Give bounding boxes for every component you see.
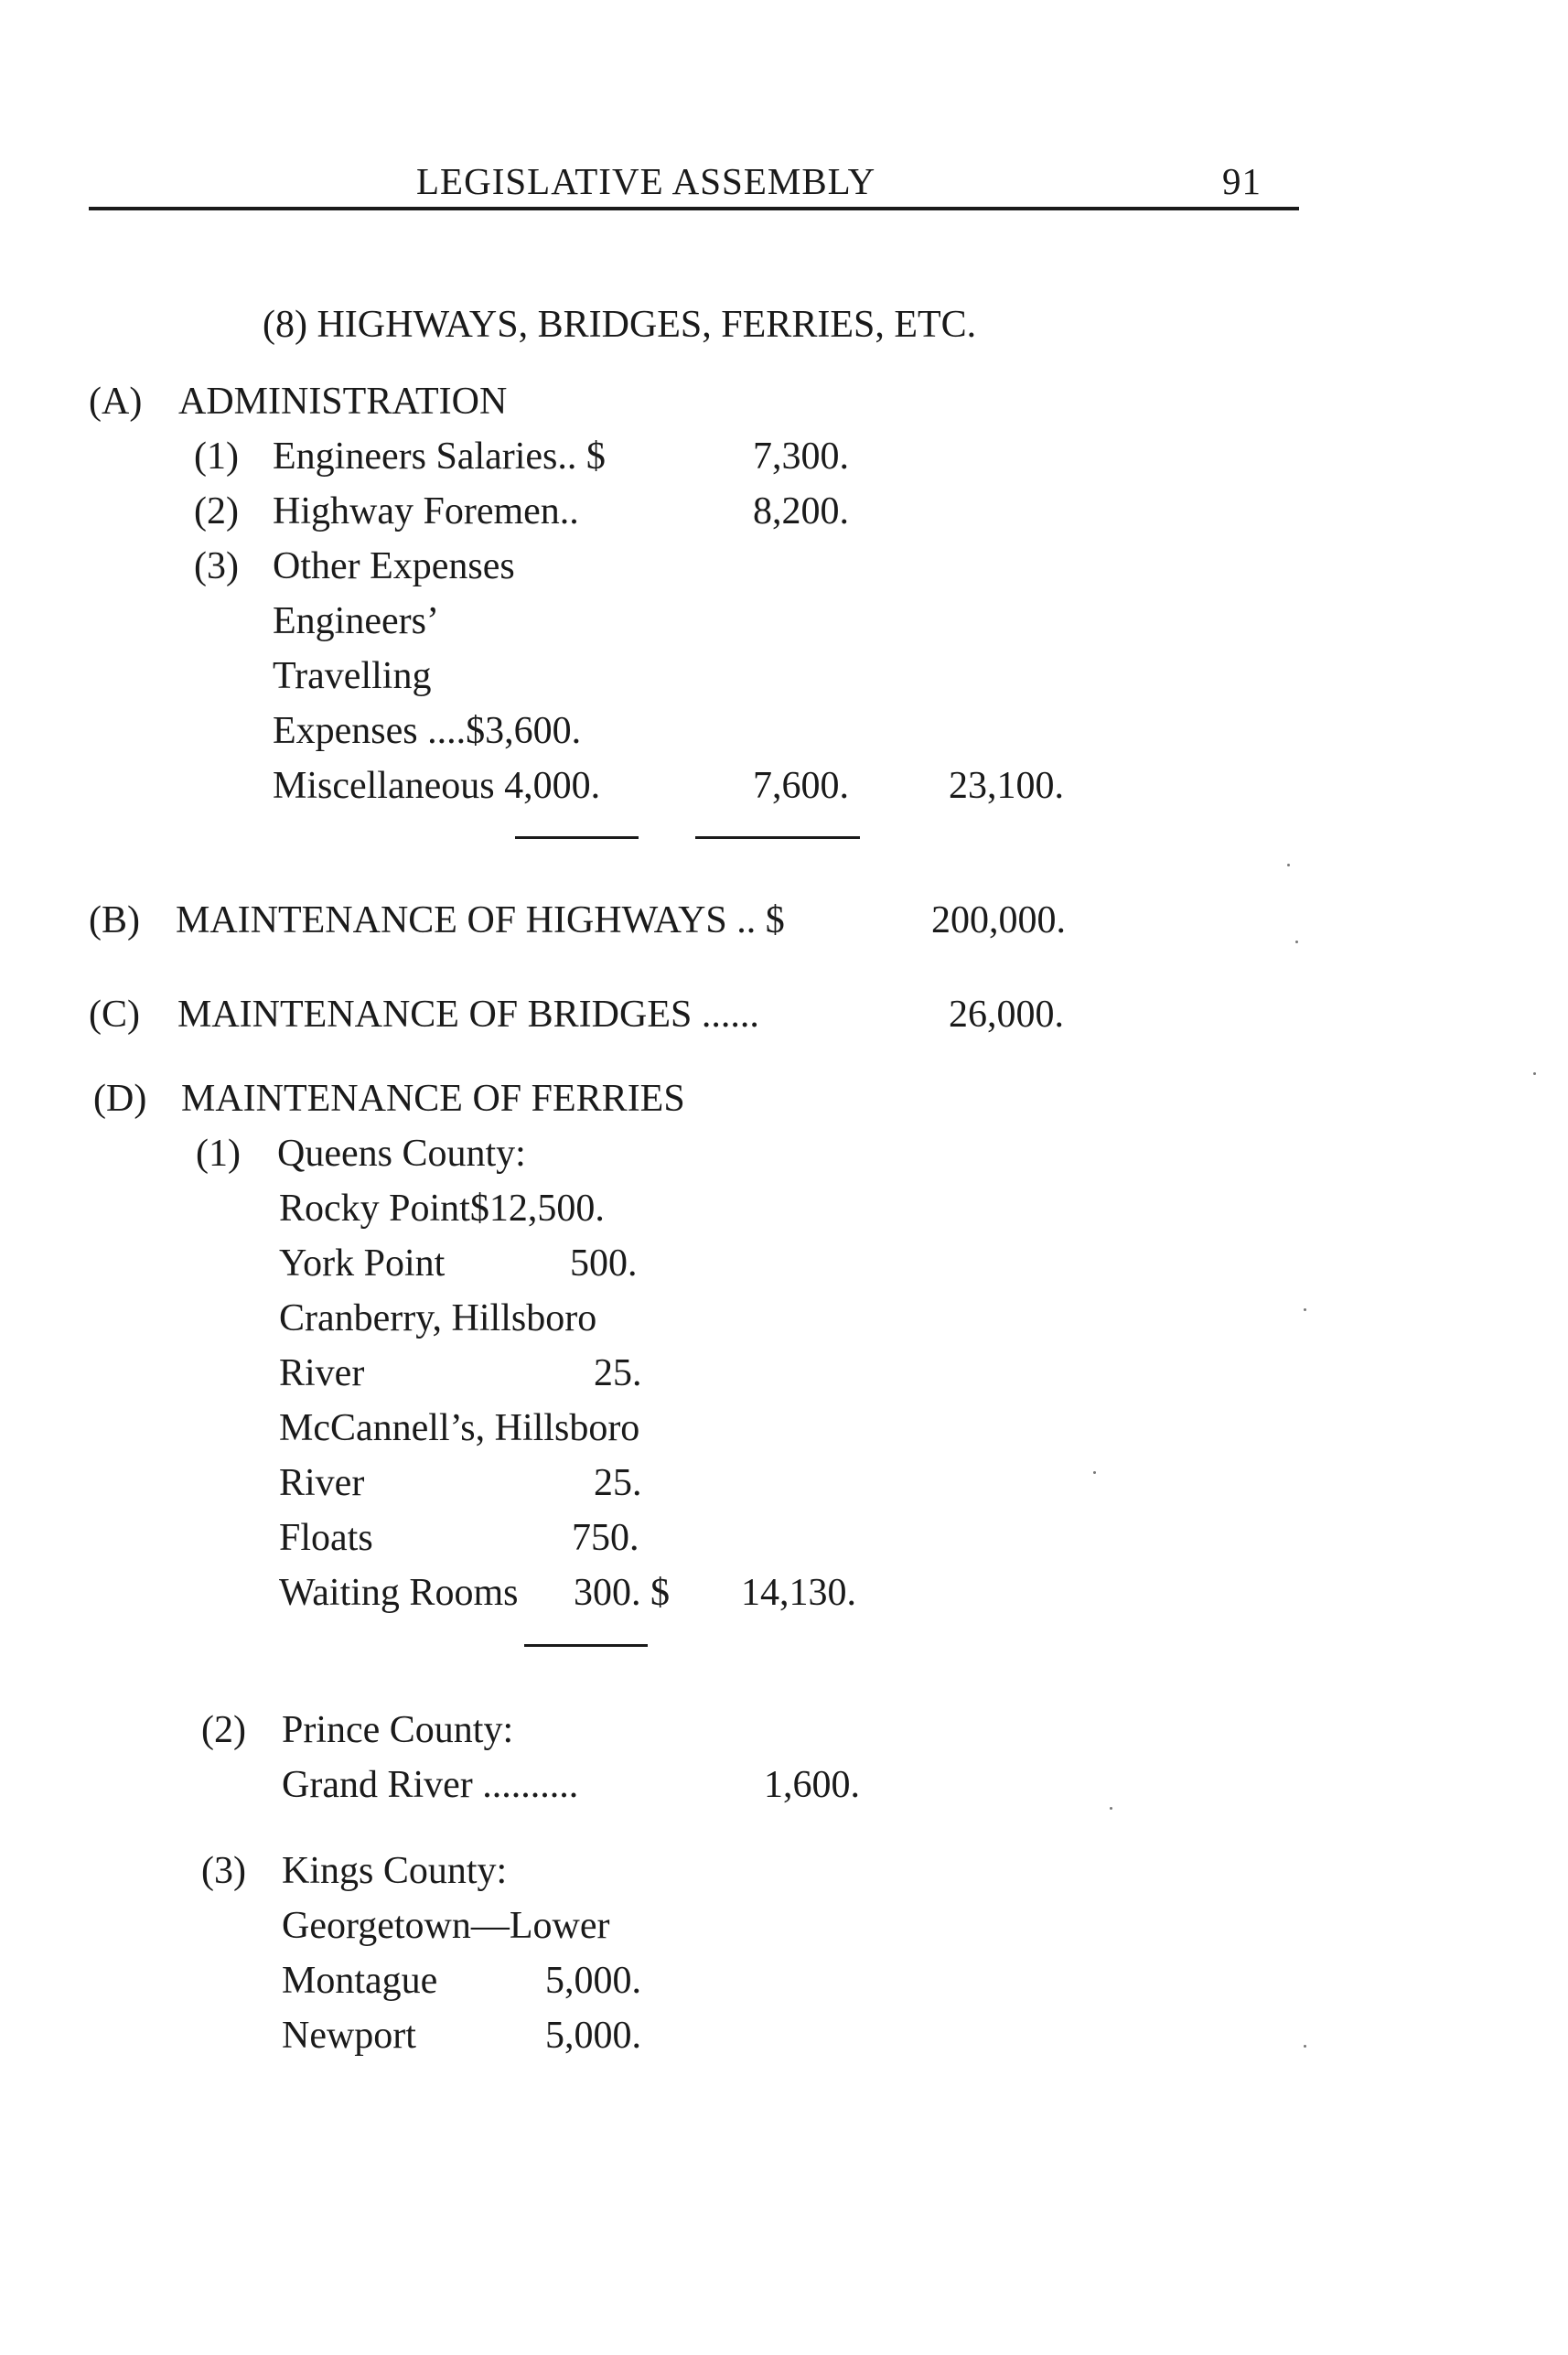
section-c-amount: 26,000. [949,994,1064,1036]
section-a-label: (A) [89,381,143,423]
kings-title: Kings County: [282,1850,508,1892]
section-d-title: MAINTENANCE OF FERRIES [181,1078,685,1120]
ferry-name: Waiting Rooms [279,1572,519,1614]
prince-row: Grand River .......... [282,1764,579,1806]
section-a-title: ADMINISTRATION [178,381,508,423]
item-a3-line: Engineers’ [273,600,439,642]
subtotal-rule [524,1644,648,1647]
queens-title: Queens County: [277,1133,526,1175]
item-a1-amount: 7,300. [753,436,849,478]
kings-value: 5,000. [545,2015,641,2057]
section-d-label: (D) [93,1078,147,1120]
section-b-amount: 200,000. [931,899,1066,941]
scan-speck [1304,2045,1306,2048]
item-a3-amount: 7,600. [753,765,849,807]
ferry-value: 25. [594,1462,642,1504]
prince-title: Prince County: [282,1709,514,1751]
item-a3-number: (3) [194,545,239,587]
section-b-text: MAINTENANCE OF HIGHWAYS .. $ [176,899,785,941]
ferry-name: McCannell’s, Hillsboro [279,1407,640,1449]
ferry-value: 25. [594,1352,642,1394]
item-a3-line: Travelling [273,655,432,697]
scan-speck [1533,1072,1536,1075]
item-a1-text: Engineers Salaries.. $ [273,436,606,478]
item-a1-number: (1) [194,436,239,478]
scan-speck [1287,864,1290,866]
ferry-name: Rocky Point$12,500. [279,1188,605,1230]
prince-amount: 1,600. [764,1764,860,1806]
prince-number: (2) [201,1709,246,1751]
ferry-value: 300. $ [574,1572,670,1614]
section-a-total: 23,100. [949,765,1064,807]
kings-number: (3) [201,1850,246,1892]
ferry-name: Cranberry, Hillsboro [279,1297,597,1339]
item-a2-number: (2) [194,490,239,532]
item-a2-amount: 8,200. [753,490,849,532]
ferry-value: 500. [570,1242,638,1285]
kings-value: 5,000. [545,1960,641,2002]
ferry-name: York Point [279,1242,446,1285]
item-a3-line: Miscellaneous 4,000. [273,765,601,807]
kings-row: Georgetown—Lower [282,1905,610,1947]
scan-speck [1110,1807,1112,1810]
item-a3-text: Other Expenses [273,545,515,587]
ferry-name: River [279,1462,365,1504]
header-rule [89,207,1299,210]
section-title: (8) HIGHWAYS, BRIDGES, FERRIES, ETC. [263,304,977,346]
queens-total: 14,130. [741,1572,856,1614]
item-a2-text: Highway Foremen.. [273,490,579,532]
item-a3-line: Expenses ....$3,600. [273,710,582,752]
scan-speck [1295,941,1298,943]
ferry-name: Floats [279,1517,373,1559]
subtotal-rule [515,836,639,839]
running-title: LEGISLATIVE ASSEMBLY [416,160,876,202]
section-c-label: (C) [89,994,140,1036]
ferry-value: 750. [572,1517,639,1559]
section-b-label: (B) [89,899,140,941]
kings-row: Montague [282,1960,438,2002]
queens-number: (1) [196,1133,241,1175]
scan-speck [1304,1308,1306,1311]
kings-row: Newport [282,2015,416,2057]
ferry-name: River [279,1352,365,1394]
subtotal-rule [695,836,860,839]
scan-speck [1093,1471,1096,1474]
section-c-text: MAINTENANCE OF BRIDGES ...... [177,994,759,1036]
page-number: 91 [1222,160,1262,202]
